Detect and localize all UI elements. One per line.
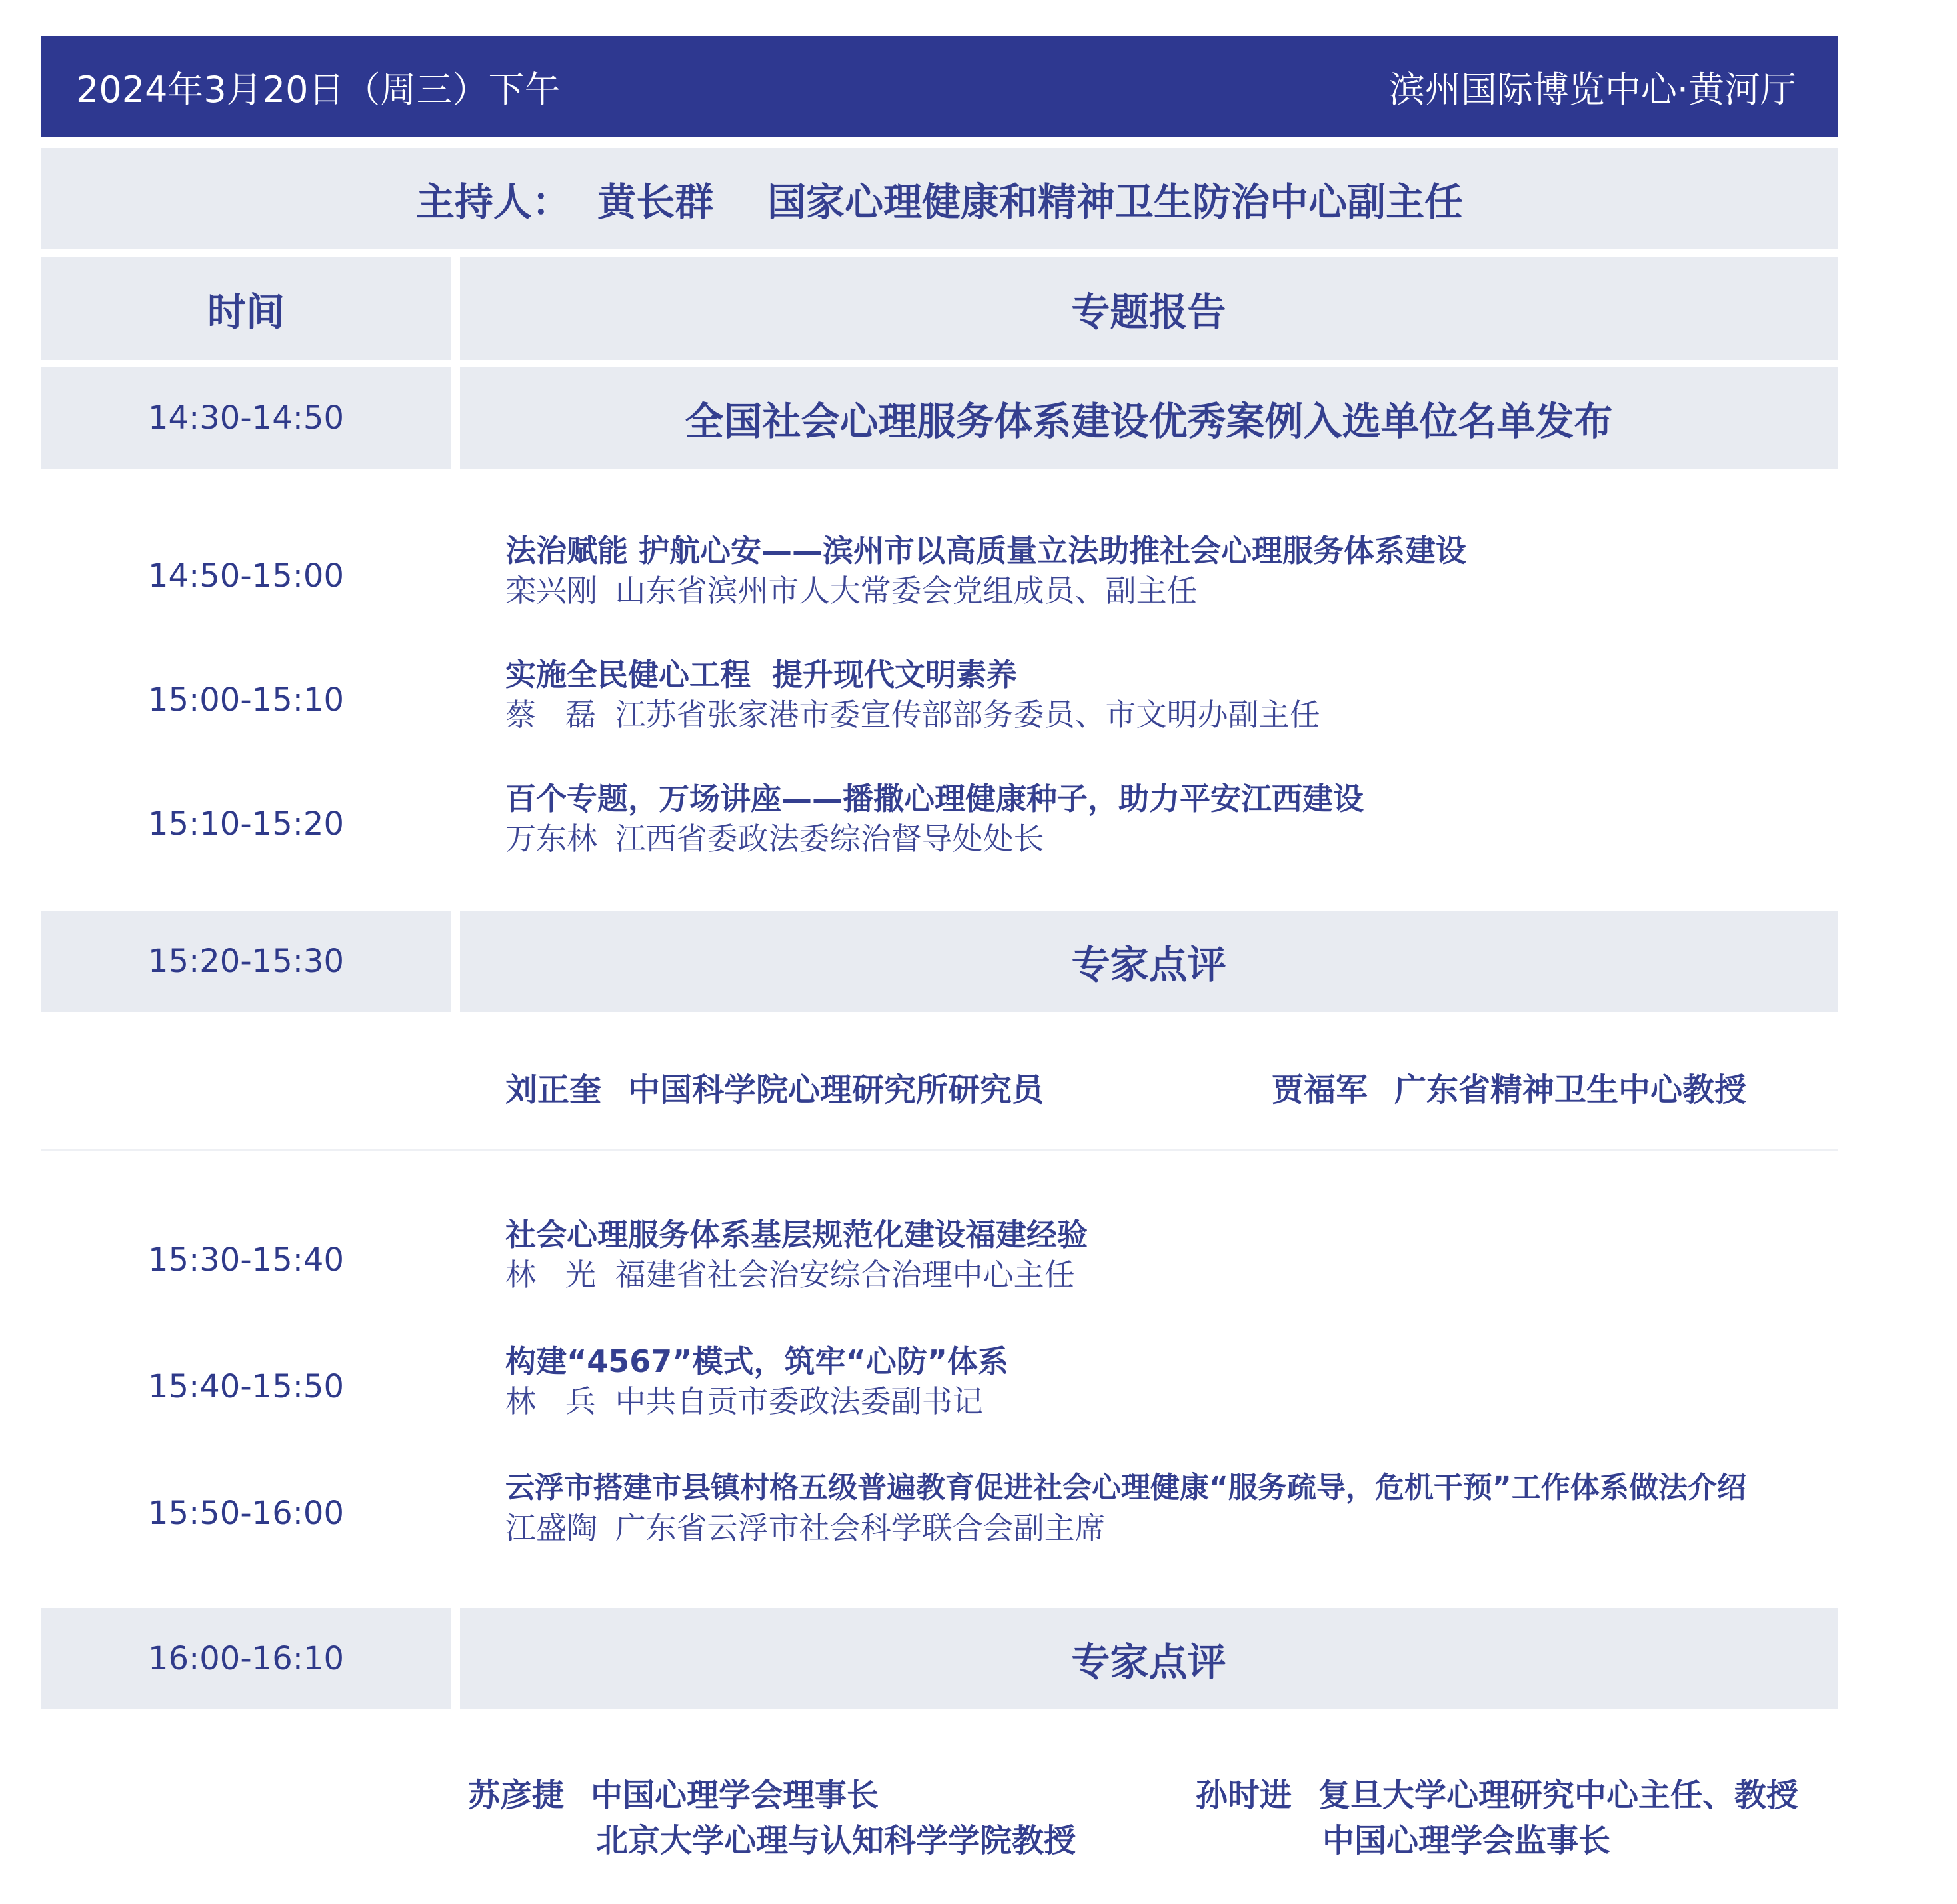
divider — [41, 1149, 1838, 1151]
expert-role: 中国科学院心理研究所研究员 — [628, 1071, 1044, 1109]
speaker-name: 蔡 磊 — [505, 697, 596, 733]
column-header-time — [41, 257, 451, 360]
speaker-role: 广东省云浮市社会科学联合会副主席 — [615, 1510, 1106, 1546]
table-row-time — [41, 367, 451, 469]
list-item — [505, 1468, 1945, 1548]
list-item — [505, 655, 1945, 735]
talk-speaker-line — [505, 571, 1945, 611]
expert-item — [468, 1772, 879, 1819]
time-slot: 15:00-15:10 — [148, 681, 344, 719]
talk-title: 实施全民健心工程 提升现代文明素养 — [505, 657, 1018, 693]
expert-name: 孙时进 — [1196, 1777, 1292, 1814]
speaker-name: 林 光 — [505, 1257, 596, 1293]
header-bar — [41, 36, 1838, 137]
speaker-role: 江苏省张家港市委宣传部部务委员、市文明办副主任 — [615, 697, 1320, 733]
speaker-role: 福建省社会治安综合治理中心主任 — [615, 1257, 1075, 1293]
talk-title: 百个专题，万场讲座——播撒心理健康种子，助力平安江西建设 — [505, 781, 1364, 817]
speaker-name: 林 兵 — [505, 1383, 596, 1419]
talk-speaker-line — [505, 695, 1945, 735]
list-item — [505, 1215, 1945, 1295]
expert-name: 贾福军 — [1272, 1071, 1368, 1109]
expert-item — [1272, 1067, 1746, 1113]
session-title: 全国社会心理服务体系建设优秀案例入选单位名单发布 — [685, 399, 1613, 444]
talk-title: 云浮市搭建市县镇村格五级普遍教育促进社会心理健康“服务疏导，危机干预”工作体系做法介绍 — [505, 1471, 1746, 1505]
expert-role-line2: 中国心理学会监事长 — [1322, 1822, 1611, 1859]
time-slot: 15:20-15:30 — [148, 943, 344, 980]
time-slot: 15:10-15:20 — [148, 805, 344, 843]
table-row-time — [41, 1608, 451, 1709]
expert-role: 复旦大学心理研究中心主任、教授 — [1318, 1777, 1799, 1814]
list-item — [505, 779, 1945, 859]
expert-item — [505, 1067, 1044, 1113]
session-title: 专家点评 — [1071, 942, 1226, 987]
host-text: 主持人： 黄长群 国家心理健康和精神卫生防治中心副主任 — [415, 179, 1464, 225]
time-slot: 16:00-16:10 — [148, 1640, 344, 1677]
speaker-name: 栾兴刚 — [505, 573, 597, 609]
talk-speaker-line — [505, 1255, 1945, 1295]
talk-speaker-line — [505, 819, 1945, 859]
column-header-topic-label: 专题报告 — [1071, 289, 1226, 335]
table-row-title — [460, 911, 1838, 1012]
table-row-title — [460, 1608, 1838, 1709]
expert-name: 苏彦捷 — [468, 1777, 565, 1814]
expert-item — [1196, 1772, 1798, 1819]
expert-role: 广东省精神卫生中心教授 — [1394, 1071, 1747, 1109]
talk-speaker-line — [505, 1381, 1945, 1421]
column-header-topic — [460, 257, 1838, 360]
column-header-time-label: 时间 — [207, 289, 285, 335]
time-slot: 14:50-15:00 — [148, 557, 344, 595]
session-title: 专家点评 — [1071, 1639, 1226, 1685]
talk-title: 法治赋能 护航心安——滨州市以高质量立法助推社会心理服务体系建设 — [505, 533, 1467, 569]
speaker-role: 江西省委政法委综治督导处处长 — [615, 821, 1044, 857]
time-slot: 14:30-14:50 — [148, 399, 344, 437]
host-row — [41, 148, 1838, 249]
table-row-time — [41, 911, 451, 1012]
expert-role-line2: 北京大学心理与认知科学学院教授 — [596, 1822, 1076, 1859]
talk-speaker-line — [505, 1508, 1945, 1548]
speaker-name: 江盛陶 — [505, 1510, 597, 1546]
list-item — [505, 531, 1945, 611]
time-slot: 15:40-15:50 — [148, 1368, 344, 1405]
expert-role: 中国心理学会理事长 — [591, 1777, 879, 1814]
speaker-role: 中共自贡市委政法委副书记 — [615, 1383, 983, 1419]
event-datetime: 2024年3月20日（周三）下午 — [76, 68, 561, 111]
speaker-role: 山东省滨州市人大常委会党组成员、副主任 — [615, 573, 1198, 609]
list-item — [505, 1341, 1945, 1421]
expert-name: 刘正奎 — [505, 1071, 602, 1109]
talk-title: 构建“4567”模式，筑牢“心防”体系 — [505, 1343, 1008, 1379]
time-slot: 15:50-16:00 — [148, 1495, 344, 1532]
talk-title: 社会心理服务体系基层规范化建设福建经验 — [505, 1217, 1088, 1253]
speaker-name: 万东林 — [505, 821, 597, 857]
table-row-title — [460, 367, 1838, 469]
time-slot: 15:30-15:40 — [148, 1241, 344, 1279]
event-venue: 滨州国际博览中心·黄河厅 — [1388, 68, 1796, 111]
